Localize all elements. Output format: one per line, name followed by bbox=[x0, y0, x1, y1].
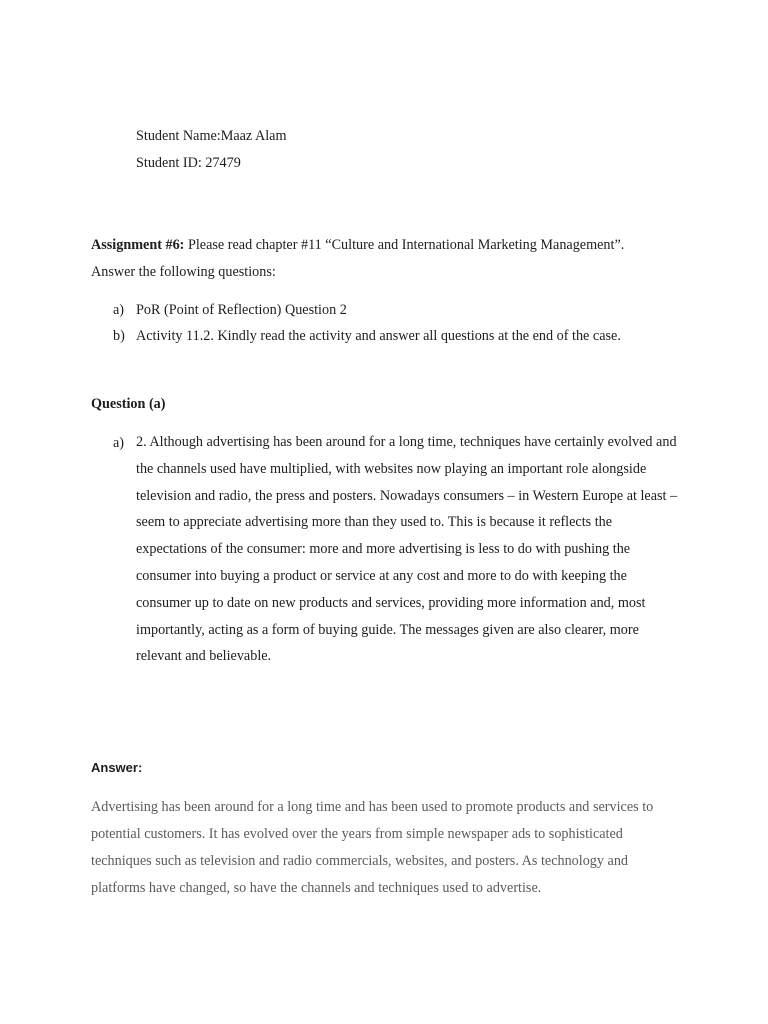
answer-heading: Answer: bbox=[91, 760, 143, 775]
student-name: Student Name:Maaz Alam bbox=[136, 128, 287, 144]
task-text: PoR (Point of Reflection) Question 2 bbox=[136, 302, 347, 318]
answer-text: Advertising has been around for a long time and has been used to promote products and services to potential customers. It has evolved over the years from simple newspaper ads to sophisticated techniques such as television and radio commercials, websites, and posters. As technology and platforms have changed, so have the channels and techniques used to advertise. bbox=[91, 799, 654, 896]
task-marker: b) bbox=[113, 328, 125, 344]
task-marker: a) bbox=[113, 302, 125, 318]
task-text: Activity 11.2. Kindly read the activity and answer all questions at the end of the case. bbox=[136, 328, 621, 344]
question-text: 2. Although advertising has been around for a long time, techniques have certainly evolved and the channels used have multiplied, with websites now playing an important role alongside television and radio, the press and posters. Nowadays consumers – in Western Europe at least – seem to appreciate advertising more than they used to. This is because it reflects the expectations of the consumer: more and more advertising is less to do with pushing the consumer into buying a product or service at any cost and more to do with keeping the consumer up to date on new products and services, providing more information and, most importantly, acting as a form of buying guide. The messages given are also clearer, more relevant and believable. bbox=[136, 434, 678, 665]
assignment-label: Assignment #6: bbox=[91, 237, 185, 253]
question-heading: Question (a) bbox=[91, 396, 166, 412]
assignment-text: Please read chapter #11 “Culture and International Marketing Management”. Answer the following questions: bbox=[91, 237, 625, 280]
assignment-paragraph bbox=[91, 232, 671, 286]
student-id: Student ID: 27479 bbox=[136, 155, 241, 171]
question-marker: a) bbox=[113, 435, 125, 451]
